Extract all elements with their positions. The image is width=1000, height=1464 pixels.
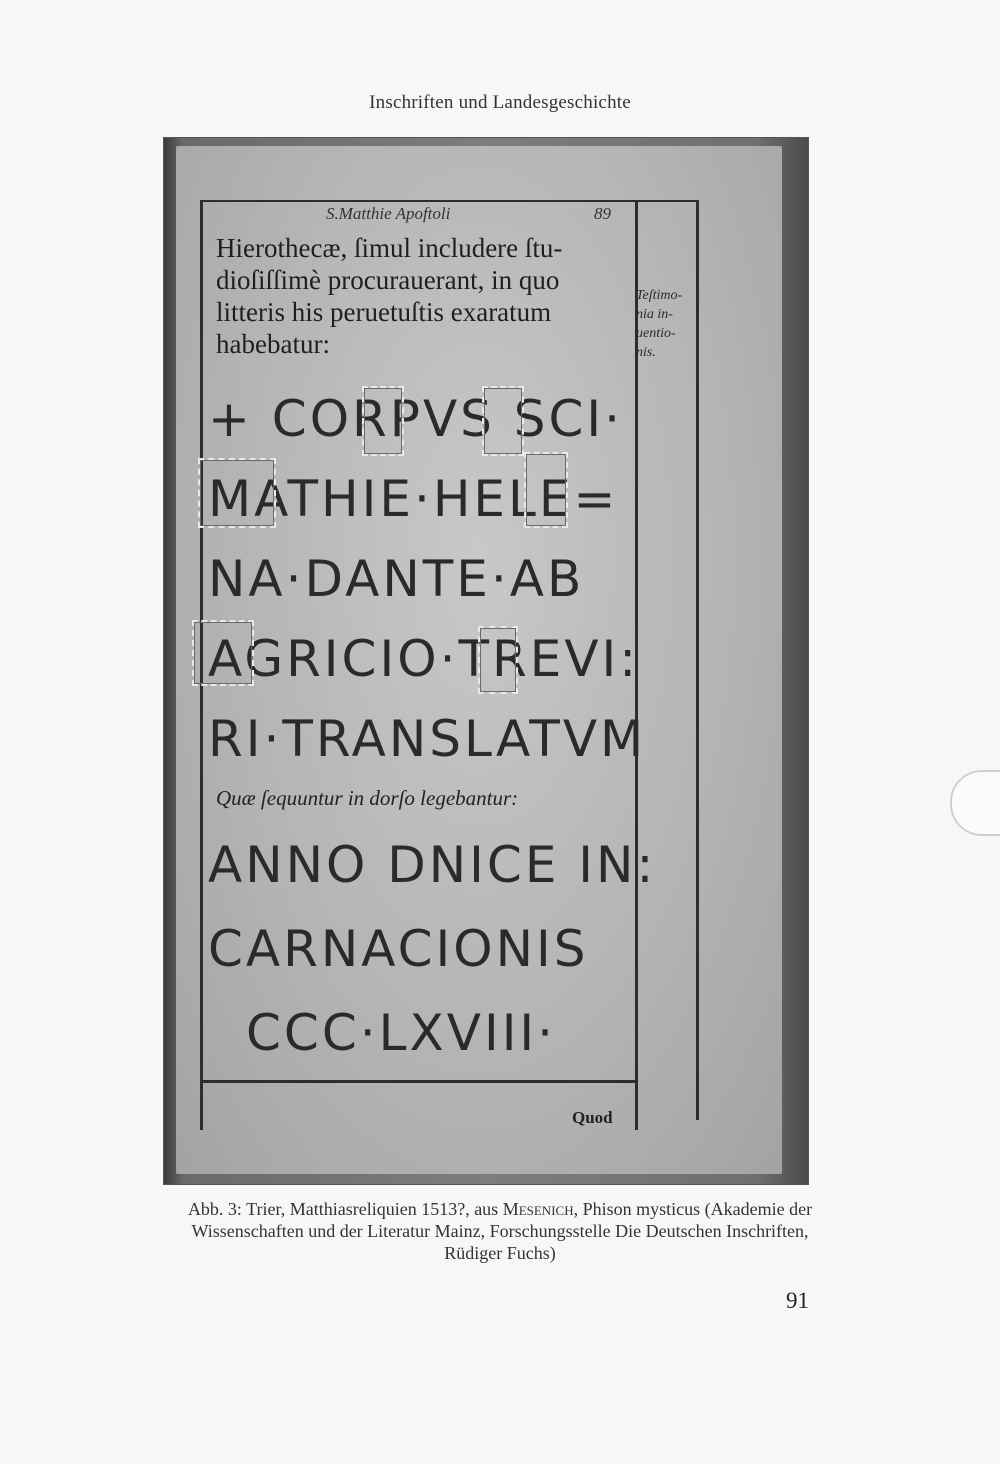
marginal-line: Teſtimo- <box>636 288 683 303</box>
inscription-line: + CORPVS SCI· <box>208 390 624 448</box>
letter-highlight-mark <box>482 386 524 456</box>
book-running-head: S.Matthie Apoftoli <box>326 204 451 223</box>
marginal-line: uentio- <box>636 326 676 341</box>
body-line: dioſiſſimè procurauerant, in quo <box>216 265 560 295</box>
inscription-line: AGRICIO·TREVI: <box>208 630 640 688</box>
book-rule-bottom <box>200 1080 638 1083</box>
page-number: 91 <box>786 1288 809 1313</box>
marginal-line: nis. <box>636 345 656 360</box>
inscription-line: RI·TRANSLATVM <box>208 710 647 768</box>
book-page <box>176 146 782 1174</box>
book-page-number: 89 <box>594 204 611 223</box>
inscription-line: ANNO DNICE IN: <box>208 836 657 894</box>
caption-line-1 <box>120 1198 880 1220</box>
running-head: Inschriften und Landesgeschichte <box>369 92 631 113</box>
marginal-note <box>636 286 700 362</box>
body-line: Hierothecæ, ſimul includere ſtu- <box>216 233 563 263</box>
letter-highlight-mark <box>192 620 254 686</box>
book-body-text <box>216 232 636 360</box>
caption-line-3: Rüdiger Fuchs) <box>444 1243 556 1263</box>
figure-caption <box>120 1198 880 1264</box>
body-line: litteris his peruetuſtis exaratum <box>216 297 552 327</box>
body-line: habebatur: <box>216 329 330 359</box>
letter-highlight-mark <box>524 452 568 528</box>
inscription-line: MATHIE·HELE= <box>208 470 619 528</box>
marginal-line: nia in- <box>636 307 673 322</box>
letter-highlight-mark <box>478 626 518 694</box>
scan-edge-tab <box>950 770 1000 836</box>
inscription-line: CCC·LXVIII· <box>246 1004 557 1062</box>
letter-highlight-mark <box>362 386 404 456</box>
caption-author: Mesenich <box>502 1199 574 1219</box>
figure-photograph <box>164 138 808 1184</box>
caption-prefix: Abb. 3: Trier, Matthiasreliquien 1513?, aus <box>187 1199 503 1219</box>
caption-rest: , Phison mysticus (Akademie der <box>573 1199 813 1219</box>
inscription-line: NA·DANTE·AB <box>208 550 585 608</box>
letter-highlight-mark <box>198 458 276 528</box>
book-mid-caption: Quæ ſequuntur in dorſo legebantur: <box>216 786 519 810</box>
inscription-line: CARNACIONIS <box>208 920 589 978</box>
book-catchword: Quod <box>572 1108 613 1127</box>
caption-line-2: Wissenschaften und der Literatur Mainz, Forschungsstelle Die Deutschen Inschriften, <box>191 1221 809 1241</box>
